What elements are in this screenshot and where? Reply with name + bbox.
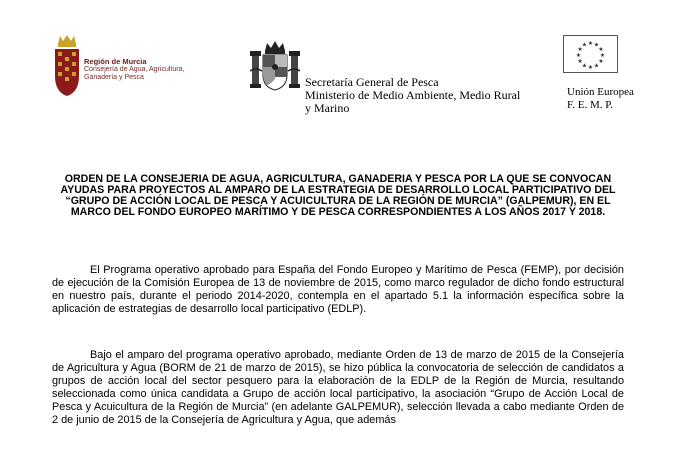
svg-text:★: ★ — [598, 58, 604, 65]
murcia-coat-of-arms-icon — [52, 34, 82, 98]
femp-acronym: F. E. M. P. — [567, 99, 613, 111]
eu-name: Unión Europea — [567, 86, 634, 98]
murcia-department-line-2: Ganadería y Pesca — [84, 74, 144, 81]
svg-text:★: ★ — [593, 41, 600, 49]
spain-coat-of-arms-icon — [250, 41, 300, 91]
ministry-text — [305, 76, 520, 115]
ministry-line-1: Secretaría General de Pesca — [305, 75, 439, 89]
svg-text:★: ★ — [598, 46, 604, 53]
ministry-line-2: Ministerio de Medio Ambiente, Medio Rural — [305, 88, 521, 102]
region-murcia-logo — [52, 34, 82, 103]
svg-text:★: ★ — [577, 46, 583, 53]
order-title: ORDEN DE LA CONSEJERIA DE AGUA, AGRICULTURA, GANADERIA Y PESCA POR LA QUE SE CONVOCAN AYUDAS PARA PROYECTOS AL AMPARO DE LA ESTRATEGIA DE DESARROLLO LOCAL PARTICIPATIVO DEL “GRUPO DE ACCIÓN LOCAL DE PESCA Y ACUICULTURA DE LA REGIÓN DE MURCIA” (GALPEMUR), EN EL MARCO DEL FONDO EUROPEO MARÍTIMO Y DE PESCA CORRESPONDIENTES A LOS AÑOS 2017 Y 2018. — [60, 173, 616, 218]
body-paragraph-2-text: Bajo el amparo del programa operativo aprobado, mediante Orden de 13 de marzo de 2015 de la Consejería de Agricultura y Agua (BORM de 21 de marzo de 2015), se hizo pública la convocatoria de selección de candidatos a grupos de acción local del sector pesquero para la elaboración de la EDLP de la Región de Murcia, resultando seleccionada como única candidata a Grupo de acción local participativo, la asociación “Grupo de Acción Local de Pesca y Acuicultura de la Región de Murcia” (en adelante GALPEMUR), selección llevada a cabo mediante Orden de 2 de junio de 2015 de la Consejería de Agricultura y Agua, que además — [52, 349, 624, 426]
svg-text:★: ★ — [587, 40, 594, 47]
ministry-line-3: y Marino — [305, 101, 350, 115]
svg-text:★: ★ — [575, 52, 582, 59]
eu-flag — [563, 35, 618, 73]
body-paragraph-2 — [52, 349, 624, 426]
svg-text:★: ★ — [593, 62, 600, 70]
eu-text — [567, 86, 634, 112]
body-paragraph-1-text: El Programa operativo aprobado para España del Fondo Europeo y Marítimo de Pesca (FEMP), por decisión de ejecución de la Comisión Europea de 13 de noviembre de 2015, como marco regulador de dicho fondo estructural en nuestro país, durante el periodo 2014-2020, contempla en el apartado 5.1 la información específica sobre la aplicación de estrategias de desarrollo local participativo (EDLP). — [52, 264, 624, 315]
murcia-department-text — [84, 58, 184, 82]
svg-text:★: ★ — [581, 41, 588, 49]
svg-text:★: ★ — [577, 58, 583, 65]
eu-stars-icon — [564, 36, 617, 72]
body-paragraph-1 — [52, 264, 624, 316]
spain-coat-of-arms — [250, 41, 300, 96]
murcia-department-line-1: Consejería de Agua, Agricultura, — [84, 66, 185, 73]
murcia-name: Región de Murcia — [84, 57, 147, 66]
svg-text:★: ★ — [581, 62, 588, 70]
svg-text:★: ★ — [599, 52, 606, 59]
svg-text:★: ★ — [587, 64, 594, 71]
